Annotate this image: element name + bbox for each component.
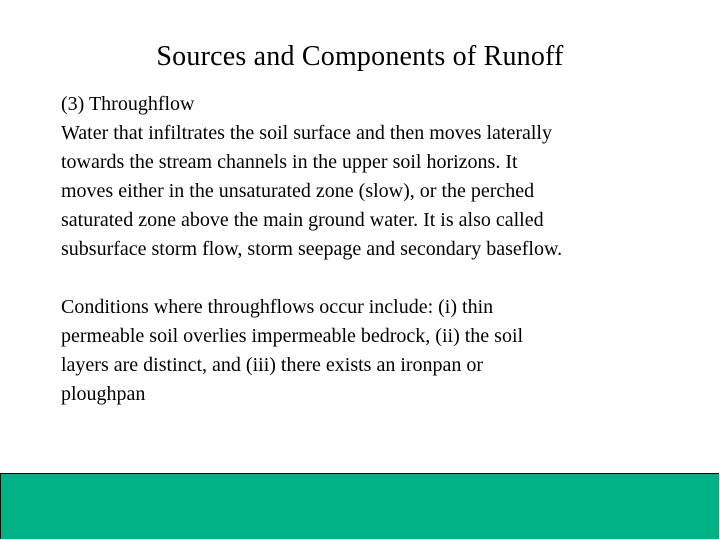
paragraph-2-line-2: permeable soil overlies impermeable bedrock, (ii) the soil — [61, 325, 524, 347]
paragraph-1-line-3: moves either in the unsaturated zone (slow), or the perched — [61, 180, 535, 202]
slide-body — [61, 90, 701, 409]
paragraph-1-line-2: towards the stream channels in the upper soil horizons. It — [61, 151, 518, 173]
subheading: (3) Throughflow — [61, 93, 195, 115]
slide-title: Sources and Components of Runoff — [156, 41, 564, 72]
bottom-color-band — [0, 473, 719, 539]
paragraph-1-line-5: subsurface storm flow, storm seepage and secondary baseflow. — [61, 238, 563, 260]
paragraph-2-line-1: Conditions where throughflows occur include: (i) thin — [61, 296, 494, 318]
paragraph-spacer — [61, 264, 701, 293]
paragraph-1-line-4: saturated zone above the main ground water. It is also called — [61, 209, 544, 231]
paragraph-1-line-1: Water that infiltrates the soil surface and then moves laterally — [61, 122, 552, 144]
paragraph-2-line-3: layers are distinct, and (iii) there exists an ironpan or — [61, 354, 484, 376]
paragraph-2-line-4: ploughpan — [61, 383, 146, 405]
